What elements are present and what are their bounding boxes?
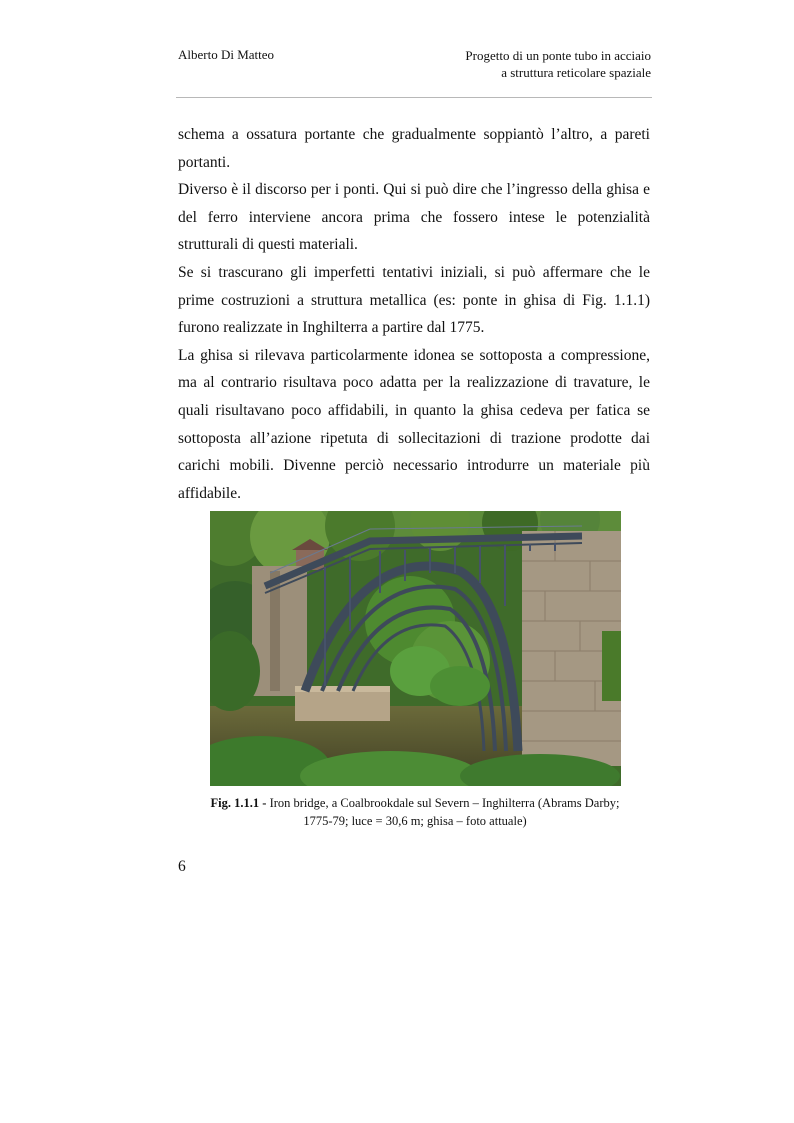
header-author: Alberto Di Matteo bbox=[178, 47, 275, 62]
body-text bbox=[178, 121, 650, 507]
paragraph-4: La ghisa si rilevava particolarmente idonea se sottoposta a compressione, ma al contrario risultava poco adatta per la realizzazione di travature, le quali risultavano poco affidabili, in quanto la ghisa cedeva per fatica se sottoposta all’azione ripetuta di sollecitazioni di trazione prodotte dai carichi mobili. Divenne perciò necessario introdurre un materiale più affidabile. bbox=[178, 346, 650, 502]
figure-caption-text: Iron bridge, a Coalbrookdale sul Severn – Inghilterra (Abrams Darby; 1775-79; luce = 30,6 m; ghisa – foto attuale) bbox=[269, 796, 620, 828]
page-number: 6 bbox=[178, 858, 186, 875]
figure-label: Fig. 1.1.1 - bbox=[210, 796, 267, 810]
figure-caption bbox=[205, 794, 625, 830]
header-title bbox=[465, 47, 651, 81]
iron-bridge-photo bbox=[210, 511, 621, 786]
paragraph-3: Se si trascurano gli imperfetti tentativi iniziali, si può affermare che le prime costruzioni a struttura metallica (es: ponte in ghisa di Fig. 1.1.1) furono realizzate in Inghilterra a partire dal 1775. bbox=[178, 263, 650, 337]
header-title-line1: Progetto di un ponte tubo in acciaio bbox=[465, 48, 651, 63]
paragraph-2: Diverso è il discorso per i ponti. Qui si può dire che l’ingresso della ghisa e del ferro interviene ancora prima che fossero intese le potenzialità strutturali di questi materiali. bbox=[178, 181, 650, 254]
header-title-line2: a struttura reticolare spaziale bbox=[501, 65, 651, 80]
header-divider bbox=[176, 97, 652, 98]
paragraph-1: schema a ossatura portante che gradualmente soppiantò l’altro, a pareti portanti. bbox=[178, 126, 650, 171]
